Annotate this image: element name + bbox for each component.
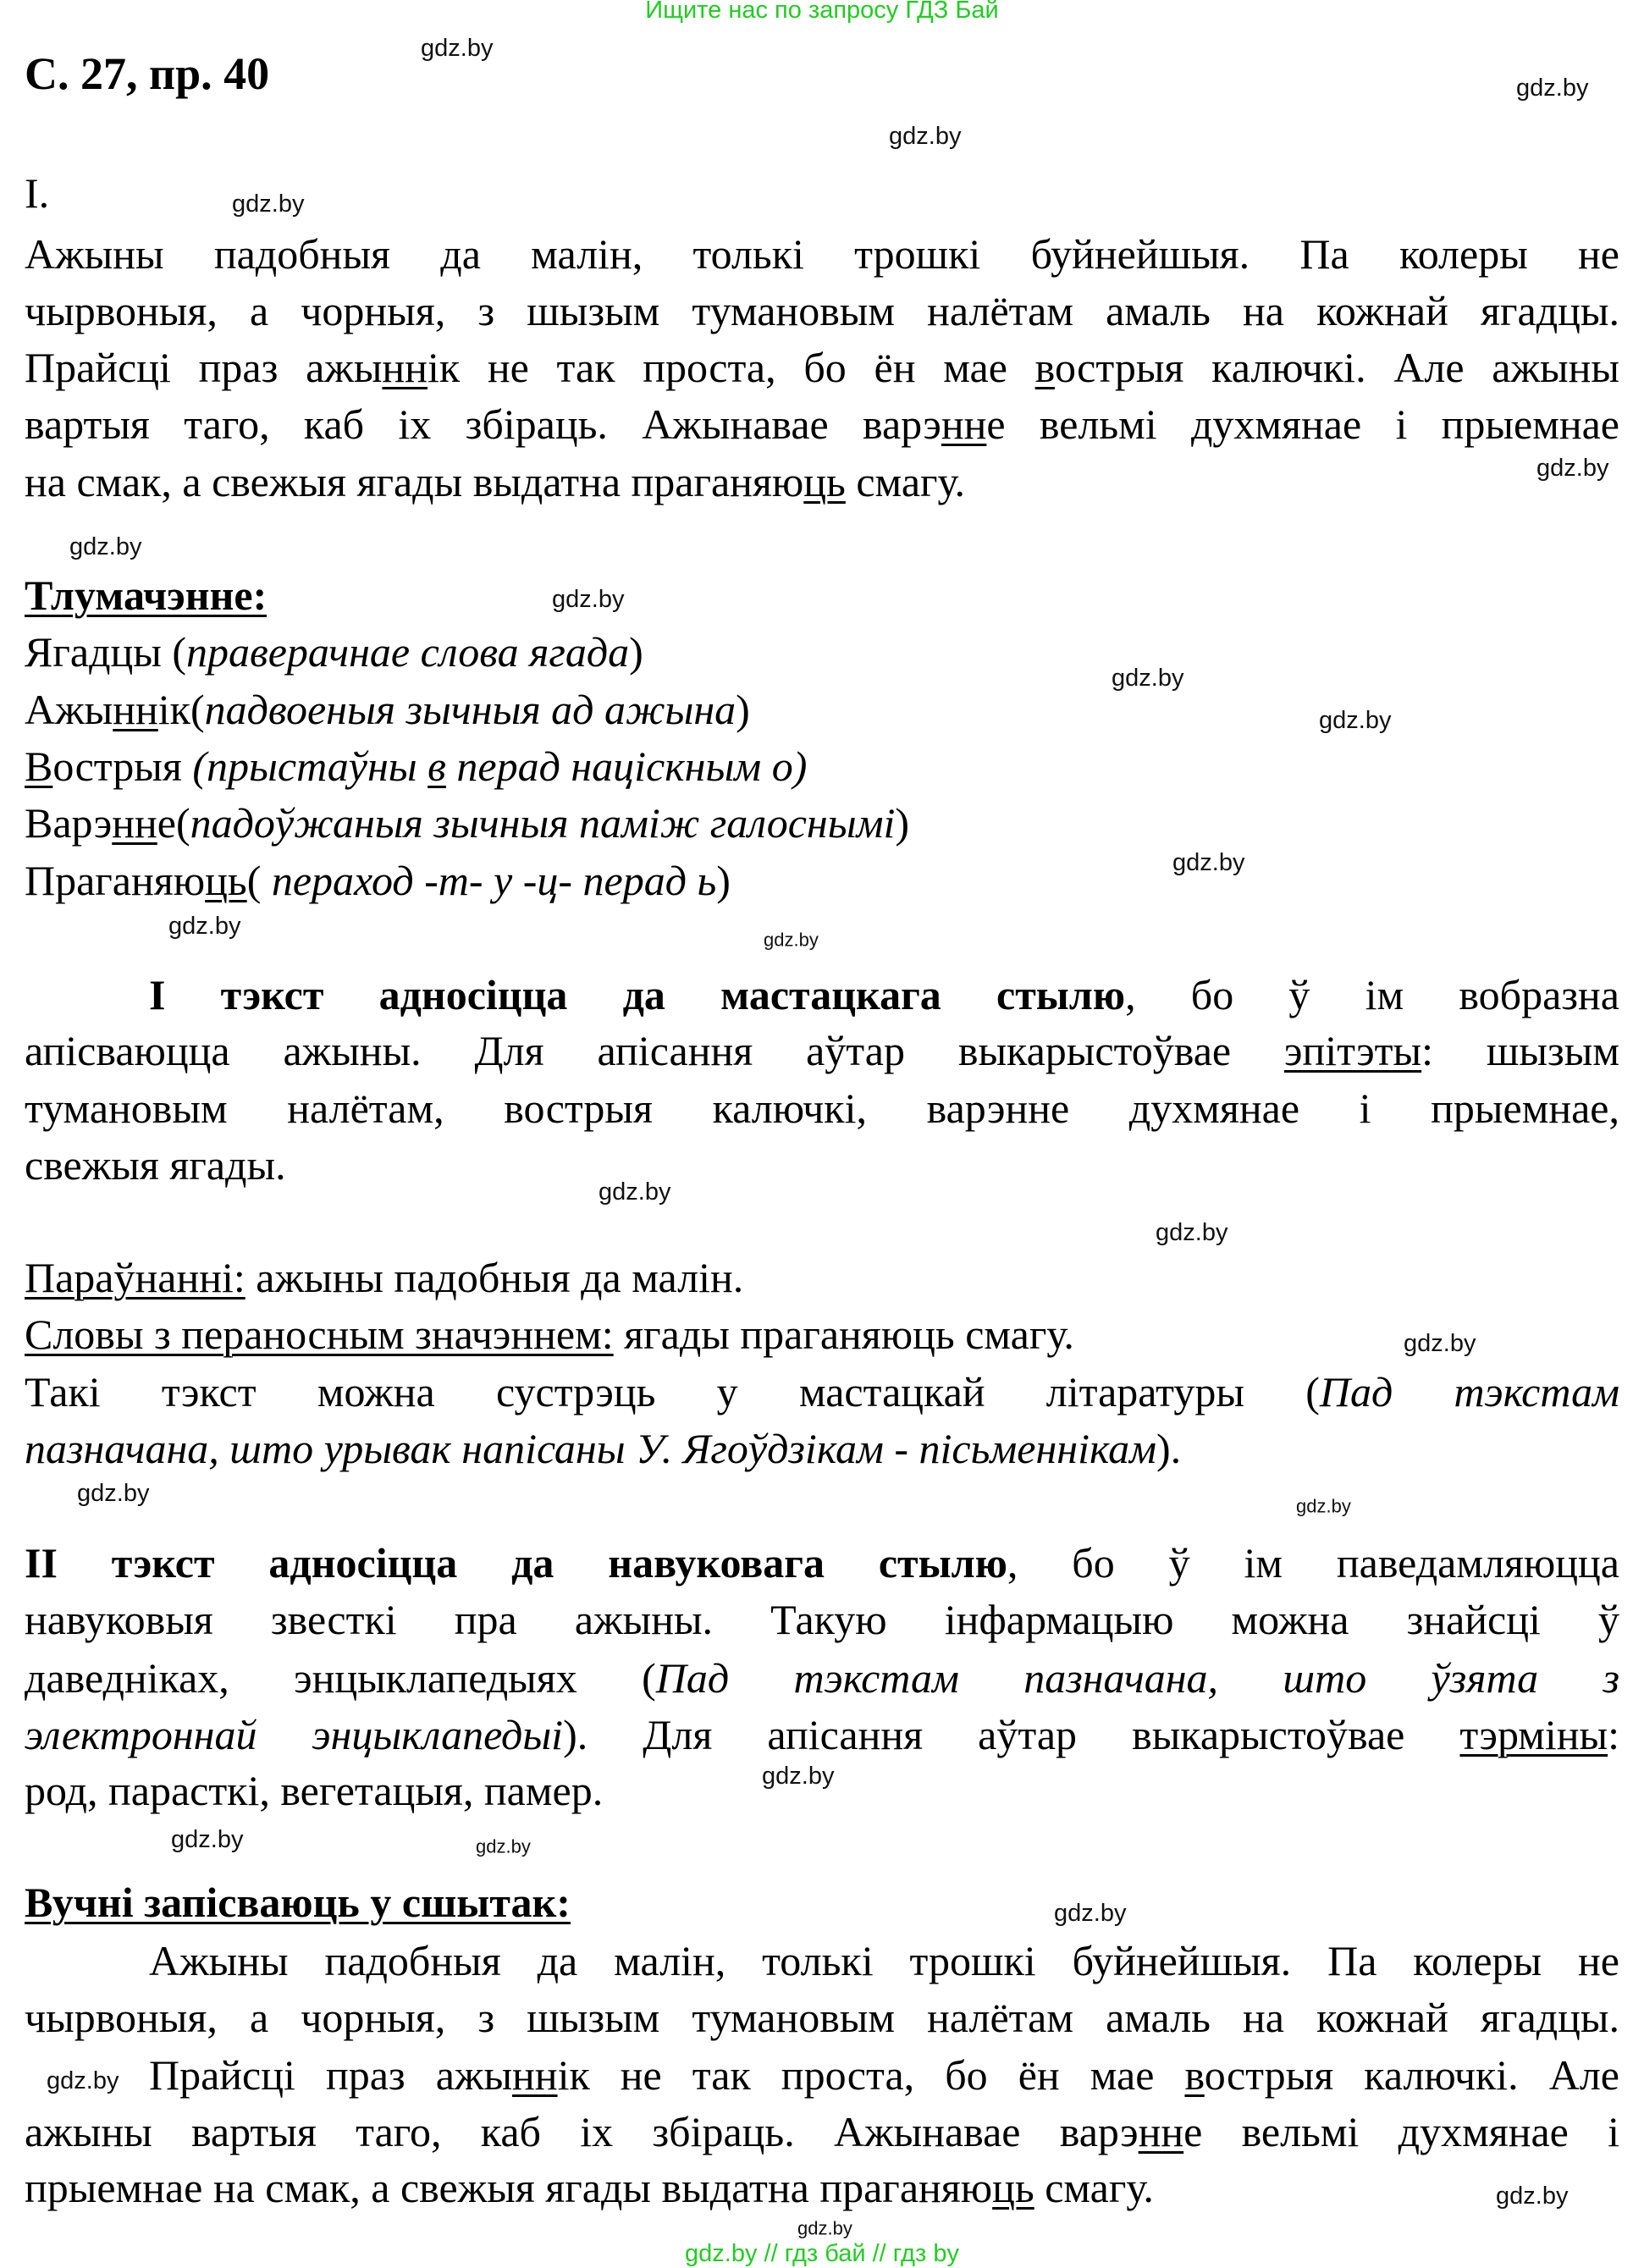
watermark-text: gdz.by: [599, 1178, 671, 1206]
watermark-text: gdz.by: [168, 913, 241, 940]
text-segment: нн: [112, 799, 157, 847]
text-segment: Такі тэкст можна сустрэць у мастацкай літаратуры (: [25, 1368, 1320, 1415]
text-segment: смагу.: [1034, 2164, 1154, 2211]
text-segment: падвоеныя зычныя ад ажына: [204, 686, 736, 733]
text-segment: , бо ў ім паведамляюцца: [1007, 1539, 1619, 1586]
text-segment: нн: [113, 686, 158, 733]
text-line: [25, 1651, 1619, 1705]
text-segment: I тэкст адносіцца да мастацкага стылю: [149, 971, 1126, 1018]
watermark-text: gdz.by: [552, 586, 625, 613]
text-line: [25, 1081, 1619, 1135]
text-segment: Ажы: [25, 686, 113, 733]
text-segment: Пад тэкстам: [1319, 1368, 1619, 1415]
text-segment: нн: [512, 2051, 558, 2099]
watermark-text: gdz.by: [1296, 1495, 1351, 1517]
watermark-text: gdz.by: [762, 1763, 835, 1790]
text-segment: ажыны вартыя таго, каб іх збіраць. Ажынавае варэ: [25, 2108, 1139, 2155]
text-segment: Ажыны падобныя да малін, толькі трошкі буйнейшыя. Па колеры не: [149, 1937, 1619, 1984]
text-segment: нн: [941, 400, 987, 448]
text-segment: ). Для апісання аўтар выкарыстоўвае: [563, 1711, 1460, 1758]
text-line: [25, 625, 643, 679]
text-line: [25, 2160, 1154, 2215]
text-segment: Прайсці праз ажы: [25, 344, 383, 391]
watermark-text: gdz.by: [232, 190, 305, 218]
text-segment: ягады праганяюць смагу.: [613, 1311, 1074, 1358]
text-segment: Пад тэкстам пазначана, што ўзята з: [655, 1654, 1619, 1702]
text-segment: ць: [803, 458, 846, 505]
text-segment: С. 27, пр. 40: [25, 48, 270, 99]
text-segment: ).: [1156, 1425, 1182, 1472]
page-title: [25, 47, 269, 101]
footer-banner: gdz.by // гдз бай // гдз by: [685, 2240, 959, 2267]
text-segment: ік не так проста, бо ён мае: [557, 2051, 1185, 2099]
search-banner: Ищите нас по запросу ГДЗ Бай: [645, 0, 999, 24]
text-line: [25, 1024, 1619, 1078]
watermark-text: gdz.by: [69, 533, 142, 560]
text-segment: I.: [25, 169, 50, 217]
text-segment: В: [25, 742, 53, 790]
text-line: [25, 1138, 286, 1192]
text-line: [25, 2105, 1619, 2159]
watermark-text: gdz.by: [1536, 455, 1609, 482]
text-segment: смагу.: [845, 458, 966, 505]
text-segment: (прыстаўны: [192, 742, 428, 790]
text-segment: свежыя ягады.: [25, 1141, 286, 1189]
text-segment: в: [1184, 2051, 1205, 2099]
text-line: [25, 1421, 1181, 1476]
text-line: [25, 796, 909, 850]
text-segment: острыя: [52, 742, 193, 790]
text-segment: е вельмі духмянае і: [1183, 2108, 1619, 2155]
text-segment: ажыны падобныя да малін.: [245, 1254, 744, 1301]
text-segment: вартыя таго, каб іх збіраць. Ажынавае варэ: [25, 400, 941, 448]
watermark-text: gdz.by: [764, 929, 819, 951]
text-segment: ць: [992, 2164, 1034, 2211]
text-line: [25, 1307, 1074, 1361]
text-segment: :: [1608, 1711, 1619, 1758]
watermark-text: gdz.by: [1172, 849, 1245, 876]
watermark-text: gdz.by: [889, 123, 962, 150]
watermark-text: gdz.by: [1054, 1900, 1127, 1927]
text-line: [25, 397, 1619, 451]
watermark-text: gdz.by: [1404, 1330, 1476, 1357]
text-segment: пазначана, што урывак напісаны У. Ягоўдзікам - пісьменнікам: [25, 1425, 1157, 1472]
text-segment: , бо ў ім вобразна: [1125, 971, 1619, 1018]
text-segment: даведніках, энцыклапедыях (: [25, 1654, 656, 1702]
text-segment: род, парасткі, вегетацыя, памер.: [25, 1767, 604, 1814]
text-line: [25, 853, 731, 908]
text-segment: Варэ: [25, 799, 113, 847]
text-segment: на смак, а свежыя ягады выдатна праганяю: [25, 458, 804, 505]
text-segment: перад націскным о): [445, 742, 808, 790]
text-segment: ): [716, 857, 731, 904]
watermark-text: gdz.by: [1319, 707, 1392, 734]
text-segment: падоўжаныя зычныя паміж галоснымі: [190, 799, 896, 847]
text-segment: эпітэты: [1284, 1027, 1422, 1074]
text-segment: ік не так проста, бо ён мае: [427, 344, 1035, 391]
watermark-text: gdz.by: [1496, 2182, 1569, 2210]
text-segment: Тлумачэнне:: [25, 571, 268, 619]
text-segment: Яга: [25, 628, 90, 676]
text-segment: ): [629, 628, 643, 676]
text-line: [149, 968, 1619, 1022]
text-segment: нн: [1138, 2108, 1184, 2155]
text-segment: чырвоныя, а чорныя, з шызым тумановым налётам амаль на кожнай яга: [25, 1994, 1536, 2041]
text-line: [25, 284, 1619, 338]
text-segment: Вучні запісваюць у сшытак:: [25, 1879, 571, 1926]
text-line: [25, 340, 1619, 395]
text-segment: Словы з пераносным значэннем:: [25, 1311, 614, 1358]
watermark-text: gdz.by: [47, 2067, 119, 2094]
text-segment: д: [1536, 1994, 1558, 2041]
watermark-text: gdz.by: [171, 1826, 244, 1853]
text-segment: в: [1034, 344, 1055, 391]
text-segment: прыемнае на смак, а свежыя ягады выдатна праганяю: [25, 2164, 993, 2211]
text-segment: ць: [205, 857, 247, 904]
text-segment: Ажыны падобныя да малін, толькі трошкі буйнейшыя. Па колеры не: [25, 230, 1619, 278]
text-segment: е вельмі духмянае і прыемнае: [986, 400, 1619, 448]
text-line: [149, 2048, 1619, 2102]
text-line: [25, 568, 267, 622]
text-line: [25, 1875, 571, 1929]
text-line: [25, 1365, 1619, 1419]
text-line: [25, 739, 807, 793]
text-line: [25, 455, 965, 509]
text-line: [25, 1990, 1619, 2045]
text-segment: ): [895, 799, 910, 847]
text-segment: е(: [157, 799, 190, 847]
text-segment: д: [89, 628, 111, 676]
text-segment: в: [428, 742, 446, 790]
text-line: [25, 227, 1619, 281]
text-segment: цы.: [1558, 287, 1619, 334]
text-segment: тумановым налётам, вострыя калючкі, варэнне духмянае і прыемнае,: [25, 1084, 1619, 1132]
text-line: [149, 1934, 1619, 1988]
text-segment: нн: [382, 344, 428, 391]
text-line: [25, 166, 49, 220]
text-segment: д: [1536, 287, 1558, 334]
watermark-text: gdz.by: [1112, 665, 1184, 692]
text-segment: ): [736, 686, 750, 733]
text-segment: праверачнае слова ягада: [186, 628, 630, 676]
text-segment: Прайсці праз ажы: [149, 2051, 513, 2099]
text-line: [25, 1592, 1619, 1647]
text-line: [25, 1536, 1619, 1590]
text-segment: острыя калючкі. Але: [1204, 2051, 1619, 2099]
text-segment: Параўнанні:: [25, 1254, 245, 1301]
text-segment: : шызым: [1421, 1027, 1619, 1074]
watermark-text: gdz.by: [421, 35, 494, 62]
text-segment: цы.: [1558, 1994, 1619, 2041]
watermark-text: gdz.by: [77, 1480, 150, 1507]
watermark-text: gdz.by: [476, 1835, 531, 1857]
text-segment: апісваюцца ажыны. Для апісання аўтар выкарыстоўвае: [25, 1027, 1284, 1074]
text-line: [25, 1708, 1619, 1762]
watermark-text: gdz.by: [1156, 1219, 1228, 1246]
text-line: [25, 682, 750, 737]
text-line: [25, 1250, 743, 1305]
text-segment: электроннай энцыклапедыі: [25, 1711, 564, 1758]
text-segment: II тэкст адносіцца да навуковага стылю: [25, 1539, 1007, 1586]
text-segment: Праганяю: [25, 857, 206, 904]
text-segment: пераход -т- у -ц- перад ь: [271, 857, 717, 904]
text-segment: тэрміны: [1459, 1711, 1608, 1758]
text-line: [25, 1763, 603, 1818]
watermark-text: gdz.by: [797, 2217, 852, 2239]
text-segment: ік(: [157, 686, 205, 733]
text-segment: навуковыя звесткі пра ажыны. Такую інфармацыю можна знайсці ў: [25, 1596, 1619, 1643]
text-segment: острыя калючкі. Але ажыны: [1054, 344, 1619, 391]
watermark-text: gdz.by: [1516, 74, 1589, 102]
text-segment: чырвоныя, а чорныя, з шызым тумановым налётам амаль на кожнай яга: [25, 287, 1536, 334]
text-segment: (: [246, 857, 272, 904]
text-segment: цы (: [110, 628, 187, 676]
